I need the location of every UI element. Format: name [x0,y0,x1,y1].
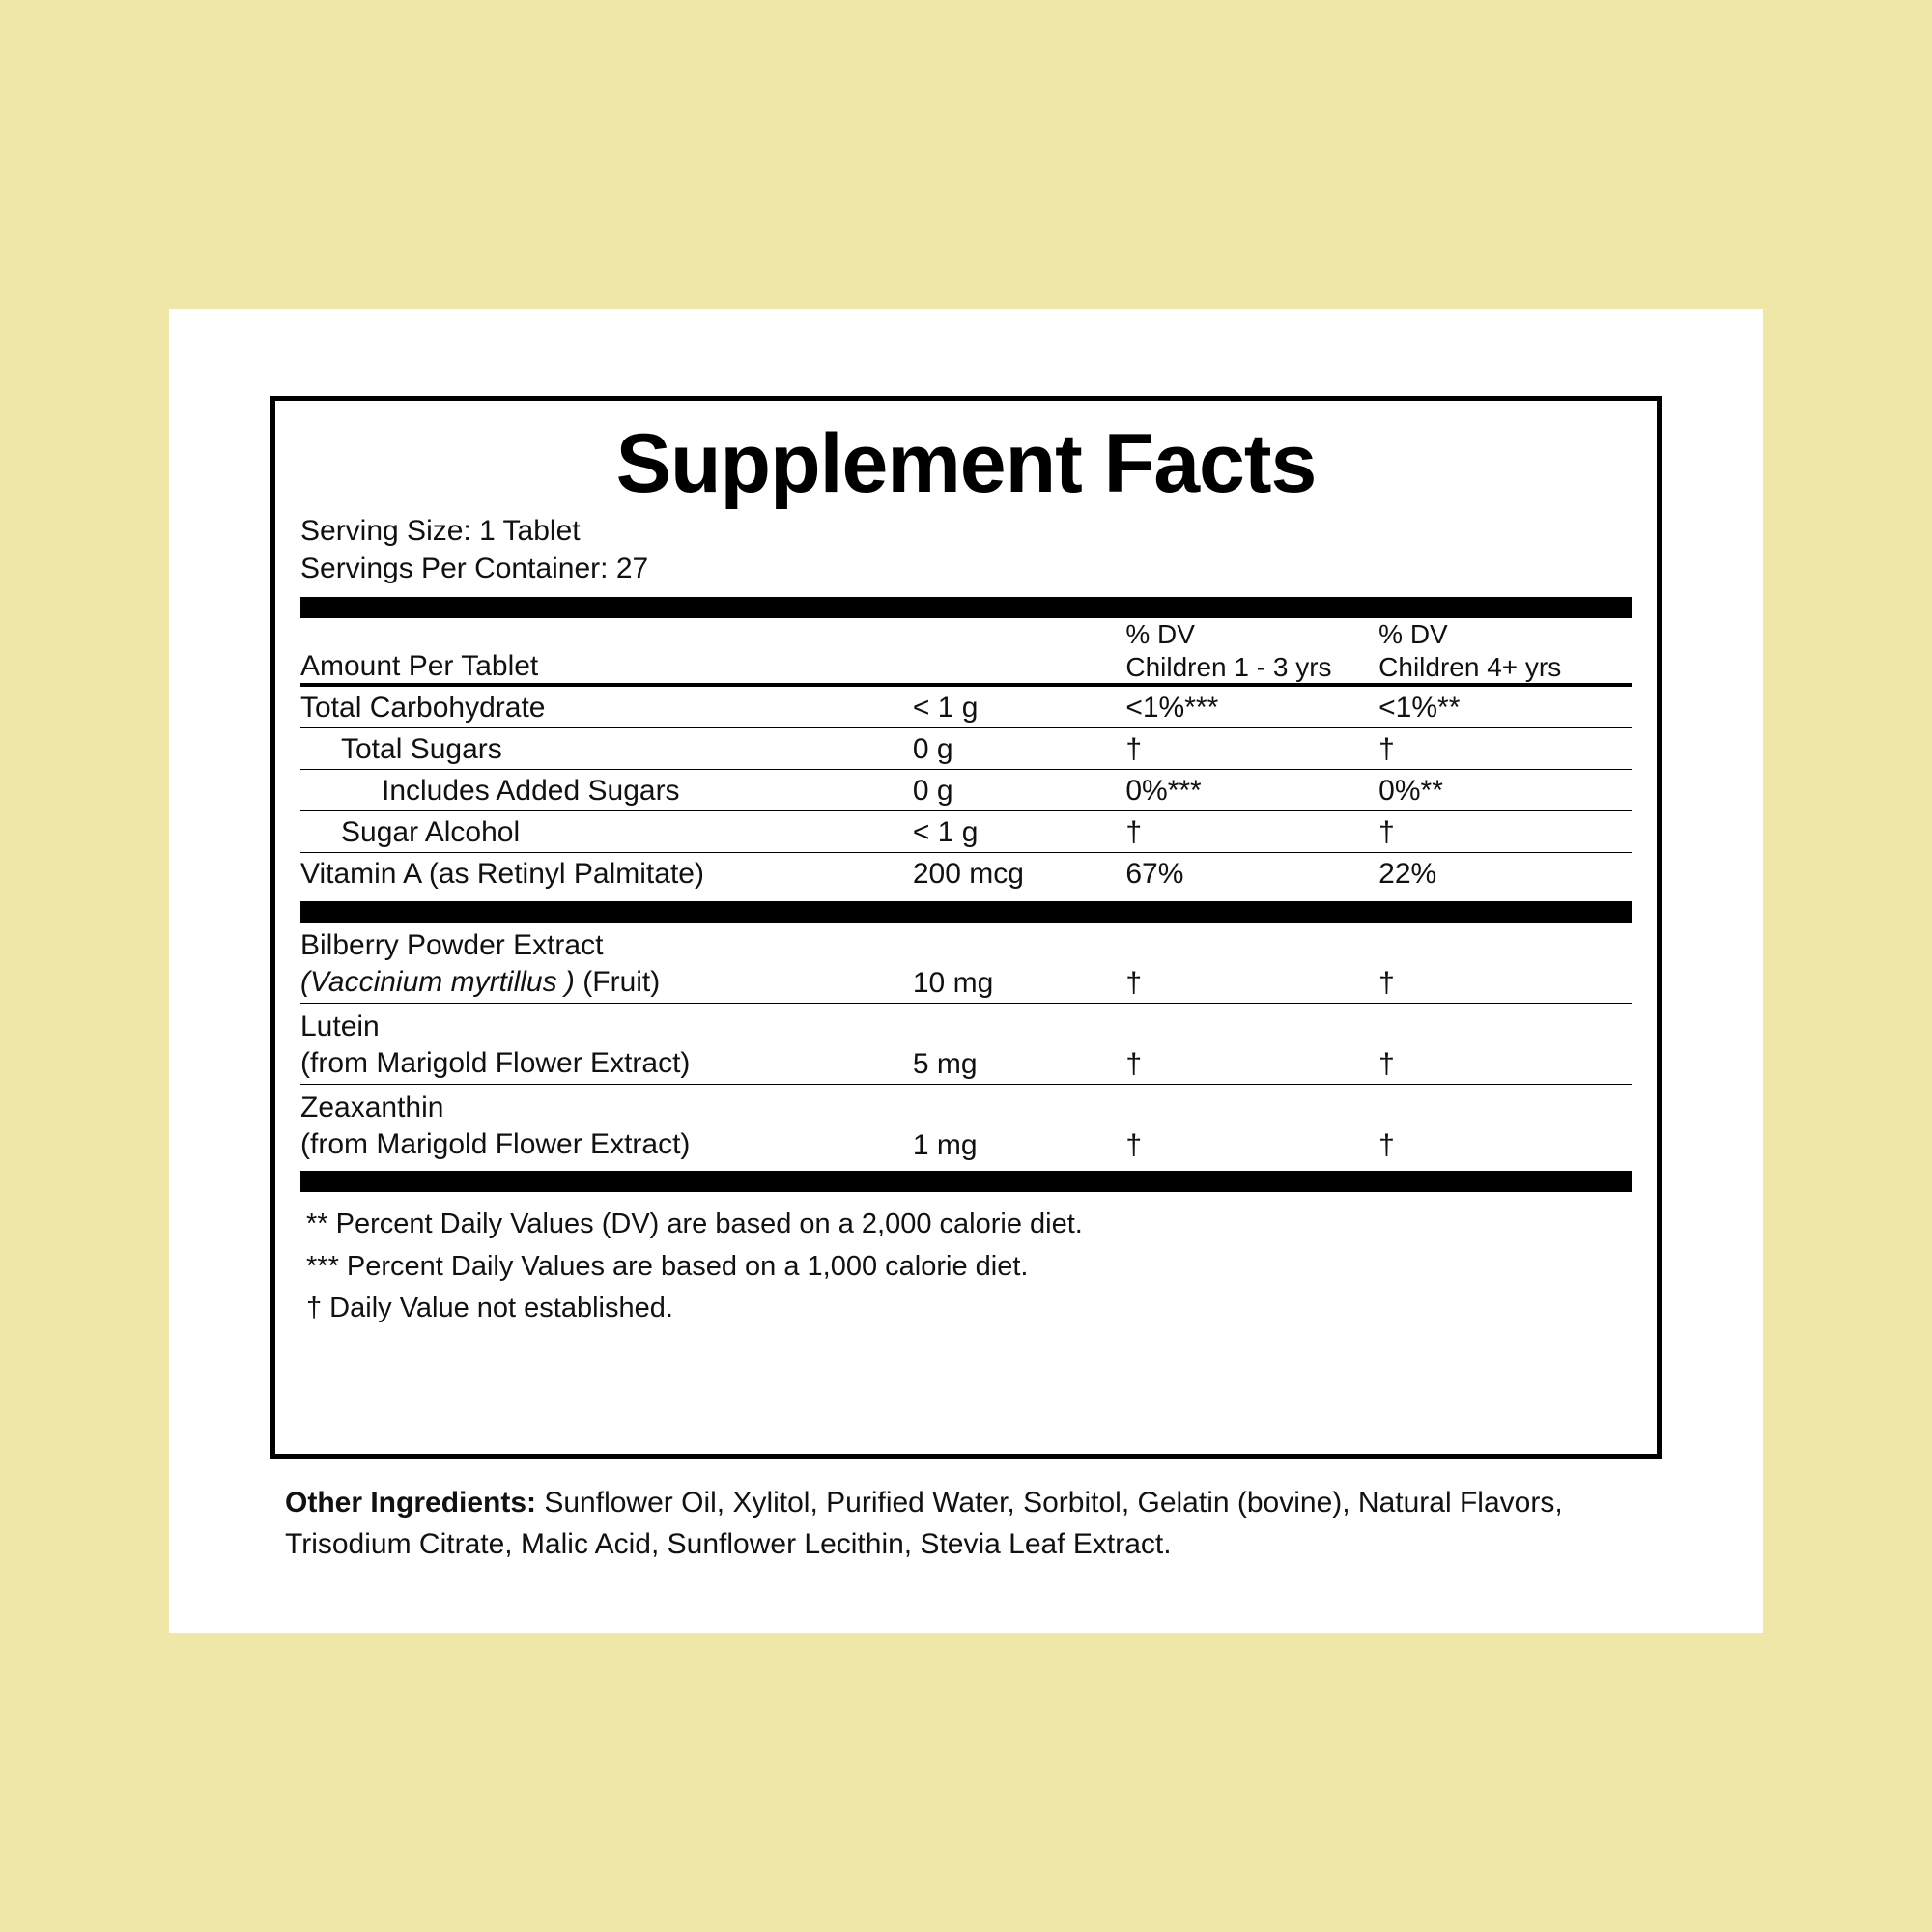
label-card [169,309,1763,1633]
table-header-row [300,618,1632,685]
header-dv1-bottom: Children 1 - 3 yrs [1125,651,1332,682]
ingredient-name [300,923,913,1004]
nutrient-name: Sugar Alcohol [300,811,913,853]
ingredient-amount: 10 mg [913,923,1125,1004]
nutrient-amount: < 1 g [913,685,1125,728]
nutrient-name: Includes Added Sugars [300,770,913,811]
nutrient-dv2: † [1378,728,1632,770]
page-title: Supplement Facts [615,417,1317,510]
ingredient-part: (Fruit) [574,965,661,998]
header-dv-children-1-3 [1125,618,1378,685]
ingredient-dv1: † [1125,923,1378,1004]
nutrient-dv1: 0%*** [1125,770,1378,811]
ingredient-dv2: † [1378,1004,1632,1085]
footnote-dagger: † Daily Value not established. [306,1293,673,1324]
ingredient-amount: 5 mg [913,1004,1125,1085]
table-row [300,770,1632,811]
ingredient-name [300,1004,913,1085]
nutrient-dv2: † [1378,811,1632,853]
divider-thick-top [300,597,1632,618]
nutrient-name: Vitamin A (as Retinyl Palmitate) [300,858,704,891]
nutrient-dv1: † [1125,811,1378,853]
table-row [300,685,1632,728]
other-ingredients [285,1483,1657,1565]
ingredient-name-line2 [300,964,913,1001]
header-amount-per-tablet: Amount Per Tablet [300,618,913,685]
serving-size: Serving Size: 1 Tablet [300,515,581,548]
header-dv1-top: % DV [1125,619,1195,650]
nutrient-amount: < 1 g [913,811,1125,853]
nutrient-amount: 200 mcg [912,858,1024,891]
nutrient-dv2: 0%** [1378,770,1632,811]
ingredient-amount: 1 mg [912,1129,978,1162]
header-dv2-bottom: Children 4+ yrs [1378,651,1562,682]
nutrient-dv1: † [1125,728,1378,770]
ingredient-name-line1: Bilberry Powder Extract [300,929,604,962]
other-ingredients-text: Sunflower Oil, Xylitol, Purified Water, Sorbitol, Gelatin (bovine), Natural Flavors, Trisodium Citrate, Malic Acid, Sunflower Lecithin, Stevia Leaf Extract. [285,1487,1563,1560]
divider-thick-middle [300,901,1632,923]
header-dv-children-4plus [1378,618,1632,685]
nutrient-name: Total Sugars [300,728,913,770]
ingredient-name-line2: (from Marigold Flower Extract) [300,1046,691,1079]
table-row [300,1085,1632,1166]
table-row [300,1004,1632,1085]
divider-thick-bottom [300,1171,1632,1192]
nutrient-dv2: <1%** [1378,685,1632,728]
ingredient-dv1: † [1125,1129,1143,1162]
nutrient-dv2: 22% [1378,858,1437,891]
nutrition-table [300,618,1632,894]
table-row [300,923,1632,1004]
nutrient-amount: 0 g [913,770,1125,811]
ingredient-name-line1: Zeaxanthin [300,1092,444,1124]
nutrient-dv1: <1%*** [1125,685,1378,728]
ingredient-dv2: † [1378,1129,1395,1162]
nutrient-amount: 0 g [913,728,1125,770]
botanical-table [300,923,1632,1165]
footnote-dv-1000: *** Percent Daily Values are based on a 1,000 calorie diet. [306,1250,1029,1282]
header-dv2-top: % DV [1378,619,1448,650]
supplement-facts-panel [270,396,1662,1459]
nutrient-name: Total Carbohydrate [300,685,913,728]
ingredient-name-line2: (from Marigold Flower Extract) [300,1127,691,1160]
ingredient-latin-name: (Vaccinium myrtillus ) [300,965,575,998]
ingredient-dv1: † [1125,1004,1378,1085]
other-ingredients-label: Other Ingredients: [285,1487,537,1519]
nutrient-dv1: 67% [1125,858,1184,891]
ingredient-dv2: † [1378,923,1632,1004]
footnote-dv-2000: ** Percent Daily Values (DV) are based on a 2,000 calorie diet. [306,1208,1083,1240]
ingredient-name [300,1085,913,1166]
servings-per-container: Servings Per Container: 27 [300,552,649,584]
footnotes [300,1192,1632,1330]
ingredient-name-line1: Lutein [300,1010,380,1043]
table-row [300,811,1632,853]
table-row [300,853,1632,895]
table-row [300,728,1632,770]
